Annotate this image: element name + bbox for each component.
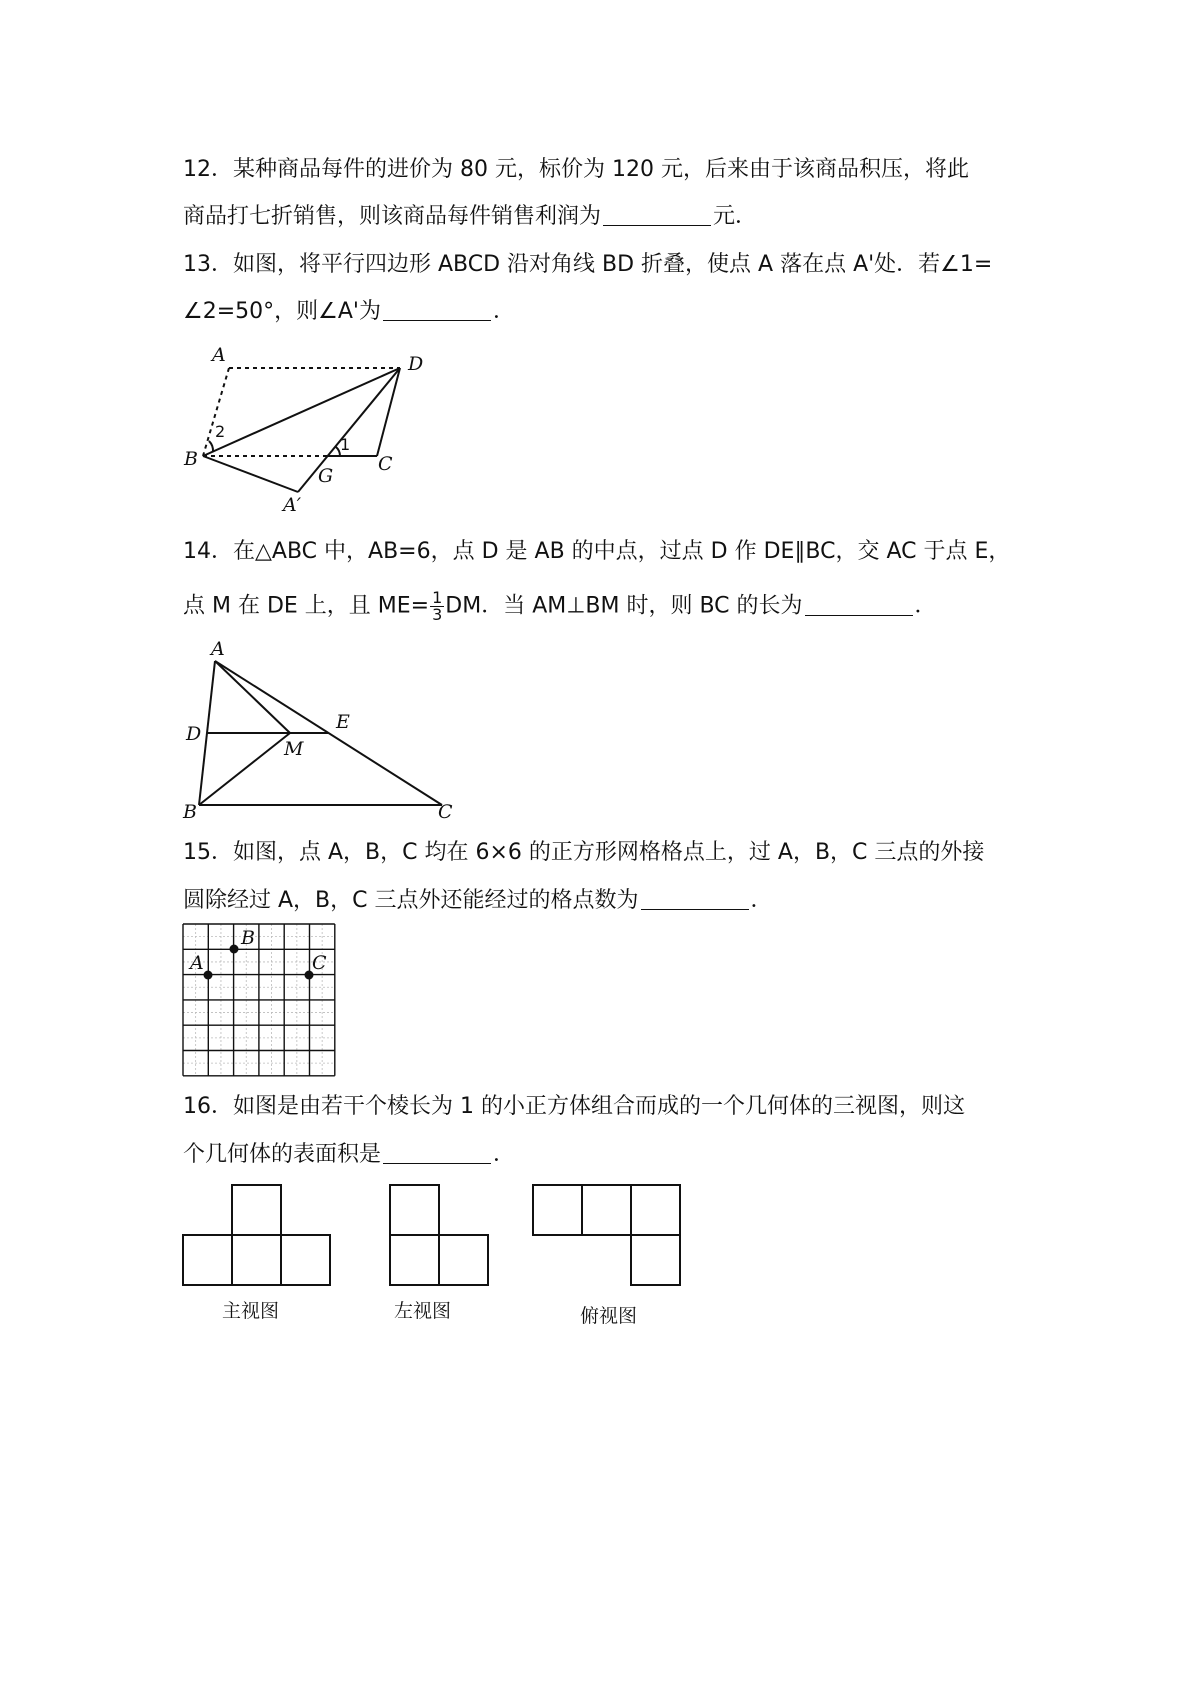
q16-text-end: ．: [493, 1142, 516, 1167]
q14-text: 点 M 在 DE 上，且 ME=: [183, 593, 430, 619]
q13-label-B: B: [184, 448, 198, 470]
q16-caption-front: 主视图: [222, 1300, 280, 1322]
q14-label-D: D: [186, 723, 202, 745]
q16-text: 个几何体的表面积是: [183, 1142, 382, 1167]
q13-label-angle-2: 2: [215, 422, 226, 441]
q16-caption-left: 左视图: [394, 1300, 452, 1322]
q14-text-end: ．: [914, 593, 937, 619]
q14-label-M: M: [284, 738, 304, 760]
q15-label-B: B: [241, 927, 255, 949]
q15-text: 圆除经过 A，B，C 三点外还能经过的格点数为: [183, 888, 639, 913]
q16-line-1: 16．如图是由若干个棱长为 1 的小正方体组合而成的一个几何体的三视图，则这: [183, 1094, 965, 1119]
q14-label-E: E: [336, 711, 350, 733]
q12-text-end: 元．: [713, 204, 758, 229]
q16-top-square-4: [631, 1235, 680, 1285]
q16-top-view: [533, 1185, 680, 1285]
q13-label-A: A: [212, 344, 226, 366]
q14-label-B: B: [183, 801, 197, 823]
q16-front-square-1: [183, 1235, 232, 1285]
q14-text-mid: DM．当 AM⊥BM 时，则 BC 的长为: [445, 593, 803, 619]
q16-caption-top: 俯视图: [580, 1305, 638, 1327]
q16-left-view: [390, 1185, 488, 1285]
q13-text-end: ．: [492, 299, 515, 324]
q16-front-square-3: [281, 1235, 330, 1285]
q16-front-square-4: [232, 1185, 281, 1235]
q16-top-square-2: [582, 1185, 631, 1235]
q14-label-A: A: [211, 638, 225, 660]
q13-label-G: G: [318, 465, 334, 487]
q14-line-1: 14．在△ABC 中，AB=6，点 D 是 AB 的中点，过点 D 作 DE∥BC，交 AC 于点 E，: [183, 539, 1011, 564]
q12-line-1: 12．某种商品每件的进价为 80 元，标价为 120 元，后来由于该商品积压，将此: [183, 157, 969, 182]
q14-fraction-numerator: 1: [432, 588, 443, 607]
q13-label-D: D: [408, 353, 424, 375]
q14-fraction-denominator: 3: [432, 605, 443, 624]
q16-front-view: [183, 1185, 330, 1285]
q16-left-square-1: [390, 1185, 439, 1235]
q16-left-square-3: [439, 1235, 488, 1285]
q12-text: 商品打七折销售，则该商品每件销售利润为: [183, 204, 602, 229]
q13-text: ∠2=50°，则∠A'为: [183, 299, 381, 324]
q13-label-A-prime: A′: [283, 494, 302, 516]
q15-label-A: A: [190, 952, 204, 974]
q16-front-square-2: [232, 1235, 281, 1285]
q16-left-square-2: [390, 1235, 439, 1285]
q13-label-C: C: [378, 453, 393, 475]
q16-top-square-1: [533, 1185, 582, 1235]
q16-top-square-3: [631, 1185, 680, 1235]
q13-line-1: 13．如图，将平行四边形 ABCD 沿对角线 BD 折叠，使点 A 落在点 A'处．若∠1=: [183, 252, 993, 277]
q14-label-C: C: [438, 801, 453, 823]
q15-label-C: C: [312, 952, 327, 974]
q13-label-angle-1: 1: [340, 435, 351, 454]
q15-text-end: ．: [750, 888, 773, 913]
q15-line-1: 15．如图，点 A，B，C 均在 6×6 的正方形网格格点上，过 A，B，C 三点的外接: [183, 840, 985, 865]
